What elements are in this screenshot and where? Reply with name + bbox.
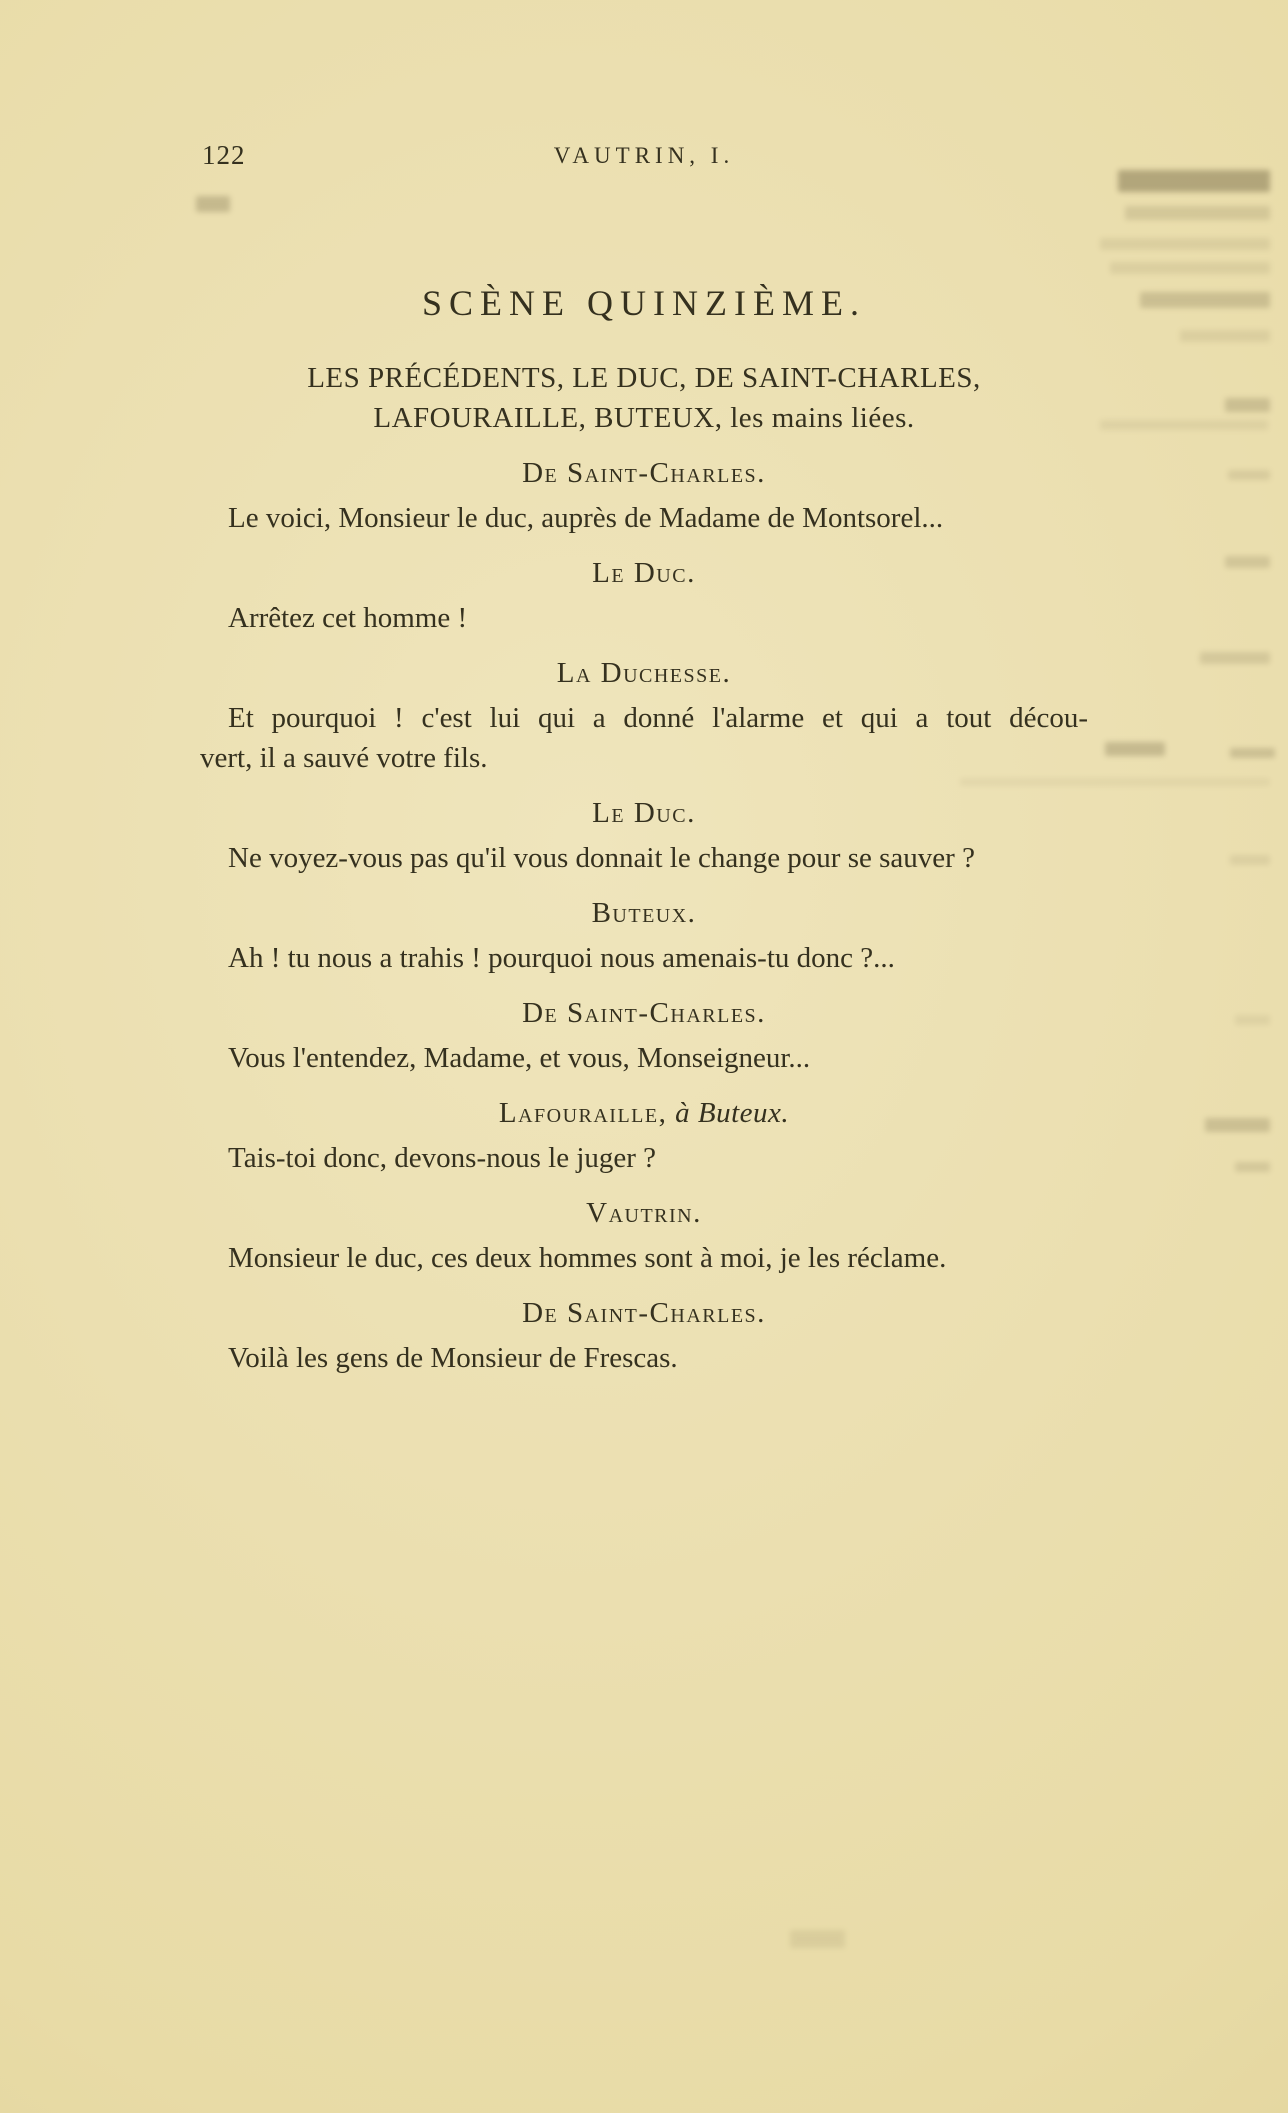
dialogue-text: Monsieur le duc, ces deux hommes sont à moi, je les réclame.	[228, 1242, 947, 1274]
speaker-name	[200, 1096, 1088, 1130]
speaker-note: à Buteux.	[667, 1097, 790, 1129]
dialogue-text: Le voici, Monsieur le duc, auprès de Madame de Montsorel...	[228, 502, 944, 534]
speaker-name	[200, 1296, 1088, 1330]
show-through-mark	[1230, 855, 1270, 865]
text-block	[200, 138, 1088, 1378]
dialogue-text: Vous l'entendez, Madame, et vous, Monseigneur...	[228, 1042, 811, 1074]
dialogue-text: vert, il a sauvé votre fils.	[200, 742, 488, 774]
scene-title: SCÈNE QUINZIÈME.	[422, 283, 866, 323]
dialogue-text: Ah ! tu nous a trahis ! pourquoi nous amenais-tu donc ?...	[228, 942, 895, 974]
show-through-mark	[1200, 652, 1270, 664]
speaker-name	[200, 896, 1088, 930]
dialogue-text: Arrêtez cet homme !	[228, 602, 468, 634]
dialogue-entry	[200, 796, 1088, 878]
show-through-mark	[1100, 420, 1268, 430]
dialogue-text: Et pourquoi ! c'est lui qui a donné l'alarme et qui a tout décou-	[228, 702, 1088, 734]
dialogue-text: Ne voyez-vous pas qu'il vous donnait le change pour se sauver ?	[228, 842, 975, 874]
speaker-label: Lafouraille,	[498, 1097, 668, 1129]
dialogue-entry	[200, 456, 1088, 538]
show-through-mark	[1225, 398, 1270, 412]
speaker-label: De Saint-Charles.	[522, 457, 766, 489]
running-title: VAUTRIN, I.	[553, 143, 735, 168]
speaker-label: La Duchesse.	[556, 657, 732, 689]
show-through-mark	[1235, 1015, 1270, 1025]
speaker-label: Buteux.	[591, 897, 697, 929]
show-through-mark	[1235, 1162, 1270, 1172]
show-through-mark	[1205, 1118, 1270, 1132]
show-through-mark	[790, 1930, 845, 1948]
dialogue-entry	[200, 656, 1088, 778]
speaker-label: Le Duc.	[592, 557, 696, 589]
speaker-name	[200, 656, 1088, 690]
cast-list	[200, 358, 1088, 438]
speaker-label: Vautrin.	[586, 1197, 702, 1229]
show-through-mark	[1230, 748, 1275, 758]
dialogue-entry	[200, 1096, 1088, 1178]
show-through-mark	[1228, 470, 1270, 480]
show-through-mark	[1140, 292, 1270, 308]
dialogue-entry	[200, 896, 1088, 978]
speaker-name	[200, 796, 1088, 830]
dialogue-entry	[200, 1196, 1088, 1278]
dialogue-text: Tais-toi donc, devons-nous le juger ?	[228, 1142, 657, 1174]
speaker-name	[200, 996, 1088, 1030]
dialogue-entry	[200, 556, 1088, 638]
show-through-mark	[1118, 170, 1270, 192]
speaker-name	[200, 1196, 1088, 1230]
show-through-mark	[1180, 330, 1270, 342]
running-head	[200, 138, 1088, 172]
speaker-label: De Saint-Charles.	[522, 1297, 766, 1329]
cast-line: LES PRÉCÉDENTS, LE DUC, DE SAINT-CHARLES,	[307, 362, 981, 394]
dialogue-text: Voilà les gens de Monsieur de Frescas.	[228, 1342, 678, 1374]
speaker-name	[200, 456, 1088, 490]
dialogue-entry	[200, 1296, 1088, 1378]
dialogue-entry	[200, 996, 1088, 1078]
show-through-mark	[1105, 742, 1165, 756]
speaker-label: De Saint-Charles.	[522, 997, 766, 1029]
speaker-name	[200, 556, 1088, 590]
speaker-label: Le Duc.	[592, 797, 696, 829]
show-through-mark	[1225, 556, 1270, 568]
show-through-mark	[1100, 238, 1270, 250]
show-through-mark	[1110, 262, 1270, 274]
show-through-mark	[1125, 206, 1270, 220]
cast-line: LAFOURAILLE, BUTEUX, les mains liées.	[373, 402, 915, 434]
page-number: 122	[202, 140, 246, 170]
